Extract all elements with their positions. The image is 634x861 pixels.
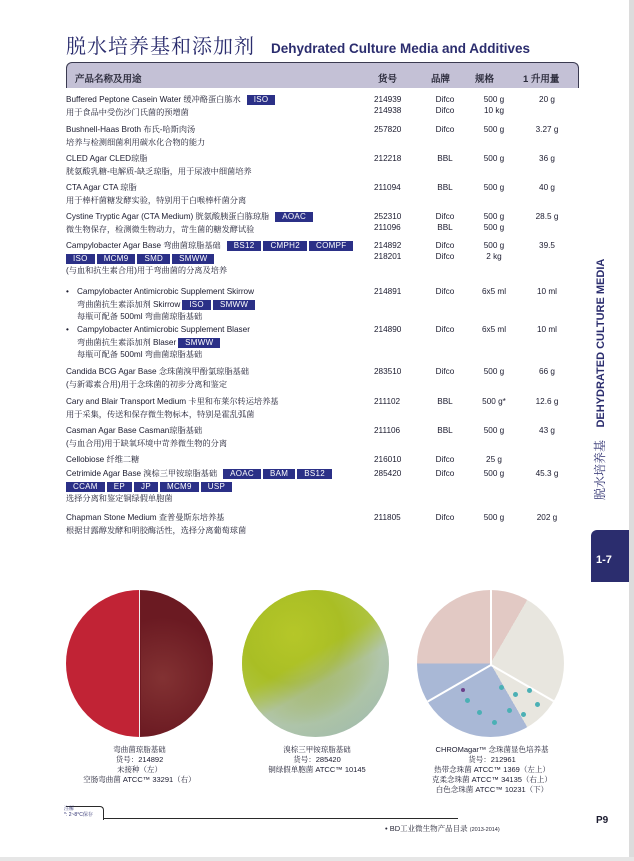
item-size: 500 g <box>483 95 505 104</box>
item-amount: 12.6 g <box>535 397 559 406</box>
product-usage: 每瓶可配备 500ml 弯曲菌琼脂基础 <box>77 312 203 321</box>
standard-tag: AOAC <box>275 212 313 222</box>
item-size: 6x5 ml <box>481 325 507 334</box>
bullet-icon: • <box>66 325 69 334</box>
column-header-name: 产品名称及用途 <box>75 74 142 85</box>
page-edge-bottom <box>0 857 634 861</box>
item-size: 6x5 ml <box>481 287 507 296</box>
footnote-title: 注解 <box>64 806 75 812</box>
caption-line: 货号：212961 <box>468 755 516 764</box>
column-header-code: 货号 <box>378 74 398 85</box>
product-usage: 用于采集，传送和保存微生物标本，特别是霍乱弧菌 <box>66 409 255 419</box>
item-brand: Difco <box>435 513 455 522</box>
item-code: 214939 <box>374 95 402 104</box>
product-description <box>66 153 366 178</box>
standard-tag: MCM9 <box>160 482 199 492</box>
standard-tag: AOAC <box>223 469 261 479</box>
product-name: Buffered Peptone Casein Water 缓冲酪蛋白胨水 <box>66 95 241 104</box>
item-code: 211094 <box>374 183 401 192</box>
column-header-brand: 品牌 <box>431 74 451 85</box>
item-code: 211805 <box>374 513 401 522</box>
figure-caption-1 <box>66 745 213 785</box>
page-number: P9 <box>596 815 609 826</box>
item-size: 500 g <box>483 367 505 376</box>
standard-tag: CCAM <box>66 482 105 492</box>
item-brand: Difco <box>435 241 455 250</box>
item-code: 283510 <box>374 367 402 376</box>
item-amount: 39.5 <box>539 241 555 250</box>
item-brand: Difco <box>435 469 455 478</box>
side-tab-en: DEHYDRATED CULTURE MEDIA <box>595 258 607 428</box>
item-code: 218201 <box>374 252 402 261</box>
product-usage: (与血合用)用于缺氧环境中苛养微生物的分离 <box>66 438 228 448</box>
product-usage: (与血和抗生素合用)用于弯曲菌的分离及培养 <box>66 266 228 275</box>
caption-line: 铜绿假单胞菌 ATCC™ 10145 <box>268 765 366 774</box>
page-title <box>66 30 530 59</box>
petri-dish-chromagar <box>417 590 564 737</box>
item-code: 214892 <box>374 241 402 250</box>
standard-tag: SMWW <box>178 338 220 348</box>
product-usage: 选择分离和鉴定铜绿假单胞菌 <box>66 494 173 503</box>
product-name: Candida BCG Agar Base 念珠菌溴甲酚氯琼脂基础 <box>66 367 249 376</box>
footnote-text: *: 2~8°C保存 <box>64 812 93 818</box>
product-usage: 胱氨酸乳糖-电解质-缺乏琼脂，用于尿液中细菌培养 <box>66 166 252 176</box>
product-name: Chapman Stone Medium 查普曼斯东培养基 <box>66 513 225 522</box>
section-tab[interactable] <box>591 530 629 582</box>
title-english: Dehydrated Culture Media and Additives <box>271 41 531 56</box>
footnote <box>64 806 93 818</box>
item-code: 214890 <box>374 325 402 334</box>
product-name: Cary and Blair Transport Medium 卡里和布莱尔转运培养基 <box>66 397 279 406</box>
item-code: 214938 <box>374 106 402 115</box>
product-description <box>66 425 366 450</box>
standard-tag: MCM9 <box>97 254 136 264</box>
product-usage: 弯曲菌抗生素添加剂 Blaser <box>77 337 177 347</box>
standard-tag: BS12 <box>227 241 262 251</box>
catalog-name: • BD工业微生物产品目录 (2013-2014) <box>385 824 500 833</box>
item-brand: Difco <box>435 106 455 115</box>
product-description <box>66 94 366 119</box>
item-code: 214891 <box>374 287 402 296</box>
standard-tag: ISO <box>247 95 276 105</box>
title-chinese: 脱水培养基和添加剂 <box>66 34 255 58</box>
figure-caption-3 <box>412 745 572 795</box>
product-description <box>66 324 366 362</box>
product-usage: 每瓶可配备 500ml 弯曲菌琼脂基础 <box>77 350 203 359</box>
item-brand: Difco <box>435 455 455 464</box>
product-name: Campylobacter Antimicrobic Supplement Blaser <box>77 325 250 334</box>
item-amount: 10 ml <box>536 287 558 296</box>
standard-tag: BAM <box>263 469 295 479</box>
item-amount: 3.27 g <box>535 125 559 134</box>
product-name: CTA Agar CTA 琼脂 <box>66 183 137 192</box>
section-number: 1-7 <box>596 554 612 566</box>
figure-caption-2 <box>242 745 392 775</box>
product-usage: (与新霉素合用)用于念珠菌的初步分离和鉴定 <box>66 379 228 389</box>
caption-line: CHROMagar™ 念珠菌显色培养基 <box>435 745 549 754</box>
standard-tag: ISO <box>66 254 95 264</box>
product-name: Casman Agar Base Casman琼脂基础 <box>66 426 203 435</box>
item-amount: 66 g <box>539 367 555 376</box>
product-description <box>66 286 366 324</box>
product-name: Cystine Tryptic Agar (CTA Medium) 胱氨酸胰蛋白胨琼脂 <box>66 212 270 221</box>
caption-line: 弯曲菌琼脂基础 <box>113 745 166 754</box>
item-code: 216010 <box>374 455 402 464</box>
item-brand: Difco <box>435 252 455 261</box>
caption-line: 热带念珠菌 ATCC™ 1369（左上） <box>434 765 550 774</box>
page-edge <box>629 0 634 861</box>
item-brand: BBL <box>437 154 453 163</box>
item-code: 252310 <box>374 212 402 221</box>
item-size: 500 g <box>483 513 505 522</box>
column-header-size: 规格 <box>475 74 495 85</box>
product-name: Campylobacter Antimicrobic Supplement Skirrow <box>77 287 255 296</box>
standard-tag: USP <box>201 482 232 492</box>
side-tab-cn: 脱水培养基 <box>593 439 607 500</box>
item-size: 500 g <box>483 426 505 435</box>
item-code: 212218 <box>374 154 402 163</box>
item-brand: Difco <box>435 212 455 221</box>
product-name: Cetrimide Agar Base 溴棕三甲铵琼脂基础 <box>66 469 218 478</box>
standard-tag: SMD <box>137 254 170 264</box>
item-size: 500 g <box>483 241 505 250</box>
caption-line: 货号：214892 <box>115 755 164 764</box>
item-amount: 45.3 g <box>535 469 559 478</box>
petri-dish-campylobacter <box>66 590 213 737</box>
product-description <box>66 454 366 467</box>
product-description <box>66 512 366 537</box>
product-usage: 弯曲菌抗生素添加剂 Skirrow <box>77 299 181 309</box>
item-code: 211102 <box>374 397 401 406</box>
item-code: 285420 <box>374 469 402 478</box>
item-amount: 40 g <box>539 183 555 192</box>
item-brand: BBL <box>437 183 453 192</box>
standard-tag: ISO <box>182 300 211 310</box>
item-size: 500 g <box>483 154 505 163</box>
footer-rule <box>104 818 458 819</box>
caption-line: 货号：285420 <box>293 755 341 764</box>
caption-line: 溴棕三甲铵琼脂基础 <box>283 745 351 754</box>
standard-tag: SMWW <box>172 254 214 264</box>
product-name: CLED Agar CLED琼脂 <box>66 154 148 163</box>
item-brand: BBL <box>437 426 453 435</box>
item-brand: Difco <box>435 95 455 104</box>
caption-line: 未接种（左） <box>117 765 162 774</box>
item-size: 500 g <box>483 212 505 221</box>
table-header <box>66 62 579 88</box>
item-code: 211096 <box>374 223 401 232</box>
product-description <box>66 240 366 278</box>
product-description <box>66 366 366 391</box>
item-amount: 20 g <box>539 95 555 104</box>
product-description <box>66 468 366 506</box>
item-brand: Difco <box>435 325 455 334</box>
item-amount: 36 g <box>539 154 555 163</box>
item-amount: 202 g <box>536 513 558 522</box>
product-description <box>66 211 366 236</box>
item-code: 211106 <box>374 426 401 435</box>
caption-line: 克柔念珠菌 ATCC™ 34135（右上） <box>432 775 552 784</box>
item-brand: BBL <box>437 223 453 232</box>
product-usage: 培养与检测细菌利用碳水化合物的能力 <box>66 137 206 147</box>
item-size: 500 g* <box>482 397 506 406</box>
product-name: Campylobacter Agar Base 弯曲菌琼脂基础 <box>66 241 221 250</box>
item-brand: Difco <box>435 125 455 134</box>
item-size: 2 kg <box>486 252 502 261</box>
product-description <box>66 182 366 207</box>
standard-tag: COMPF <box>309 241 353 251</box>
product-description <box>66 124 366 149</box>
item-brand: BBL <box>437 397 453 406</box>
product-usage: 微生物保存，检测微生物动力，苛生菌的糖发酵试验 <box>66 224 255 234</box>
product-name: Cellobiose 纤维二糖 <box>66 455 140 464</box>
caption-line: 空肠弯曲菌 ATCC™ 33291（右） <box>83 775 196 784</box>
product-name: Bushnell-Haas Broth 布氏-哈斯肉汤 <box>66 125 196 134</box>
item-size: 10 kg <box>483 106 505 115</box>
item-amount: 43 g <box>539 426 555 435</box>
item-brand: Difco <box>435 287 455 296</box>
item-size: 500 g <box>483 469 505 478</box>
standard-tag: BS12 <box>297 469 332 479</box>
product-description <box>66 396 366 421</box>
product-usage: 用于棒杆菌糖发酵实验，特别用于白喉棒杆菌分离 <box>66 195 247 205</box>
caption-line: 白色念珠菌 ATCC™ 10231（下） <box>435 785 549 794</box>
bullet-icon: • <box>66 287 69 296</box>
item-amount: 10 ml <box>536 325 558 334</box>
petri-dish-cetrimide <box>242 590 389 737</box>
column-header-amount: 1 升用量 <box>523 74 560 85</box>
standard-tag: CMPH2 <box>263 241 307 251</box>
item-code: 257820 <box>374 125 402 134</box>
product-usage: 根据甘露醇发酵和明胶酶活性，选择分离葡萄球菌 <box>66 525 247 535</box>
product-usage: 用于食品中受伤沙门氏菌的预增菌 <box>66 107 189 117</box>
side-tab-label <box>591 259 609 500</box>
standard-tag: SMWW <box>213 300 255 310</box>
standard-tag: EP <box>107 482 132 492</box>
item-size: 500 g <box>483 183 505 192</box>
item-brand: Difco <box>435 367 455 376</box>
standard-tag: JP <box>134 482 158 492</box>
item-amount: 28.5 g <box>535 212 559 221</box>
item-size: 500 g <box>483 125 505 134</box>
item-size: 25 g <box>486 455 502 464</box>
item-size: 500 g <box>483 223 505 232</box>
